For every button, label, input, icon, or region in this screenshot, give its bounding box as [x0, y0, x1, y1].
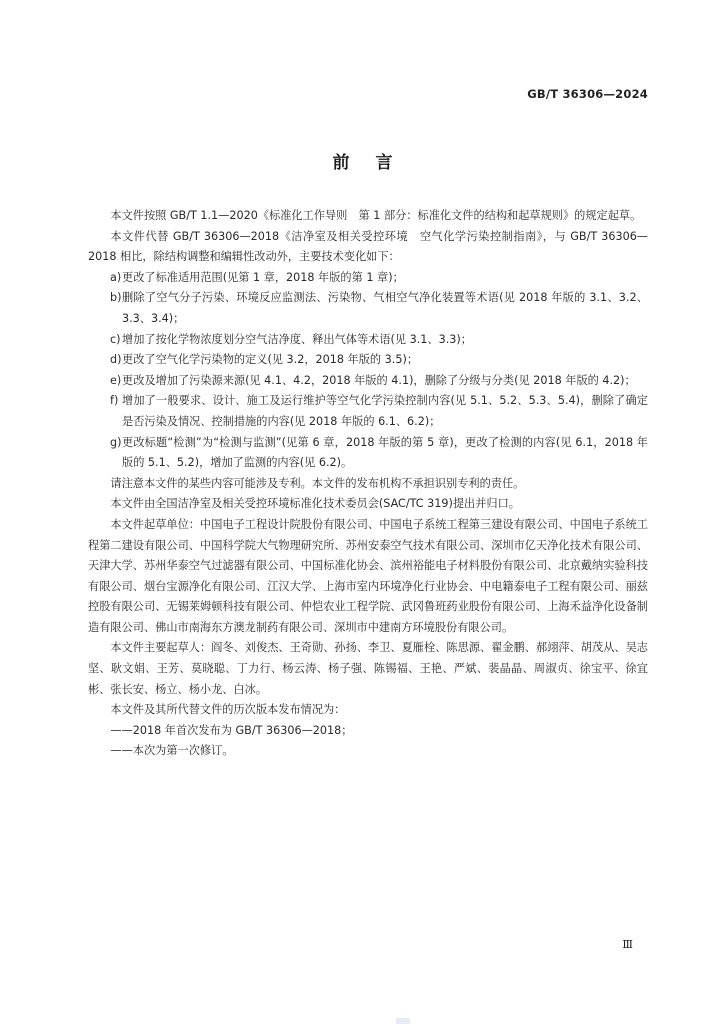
committee-paragraph: 本文件由全国洁净室及相关受控环境标准化技术委员会(SAC/TC 319)提出并归口。 [110, 497, 520, 511]
list-marker: b) [110, 291, 122, 305]
foreword-body [88, 206, 648, 762]
page-number: Ⅲ [622, 938, 633, 951]
replacement-paragraph: 本文件代替 GB/T 36306—2018《洁净室及相关受控环境 空气化学污染控制指南》，与 GB/T 36306—2018 相比，除结构调整和编辑性改动外，主要技术变化如下： [88, 229, 648, 264]
list-item [88, 371, 648, 392]
patent-notice-paragraph: 请注意本文件的某些内容可能涉及专利。本文件的发布机构不承担识别专利的责任。 [110, 476, 525, 490]
list-marker: e) [110, 373, 122, 387]
list-marker: c) [110, 332, 121, 346]
list-item [88, 268, 648, 289]
list-marker: f) [110, 394, 119, 408]
list-item-text: 增加了一般要求、设计、施工及运行维护等空气化学污染控制内容(见 5.1、5.2、5.3、5.4)，删除了确定是否污染及情况、控制措施的内容(见 2018 年版的 6.1、6.2)； [122, 394, 648, 428]
list-item [88, 433, 648, 474]
history-item: ——本次为第一次修订。 [110, 744, 234, 758]
drafting-rules-paragraph: 本文件按照 GB/T 1.1—2020《标准化工作导则 第 1 部分：标准化文件的结构和起草规则》的规定起草。 [110, 209, 642, 222]
history-intro-paragraph: 本文件及其所代替文件的历次版本发布情况为： [110, 703, 346, 717]
list-item-text: 更改及增加了污染源来源(见 4.1、4.2，2018 年版的 4.1)，删除了分级与分类(见 2018 年版的 4.2)； [122, 373, 636, 387]
list-item-text: 增加了按化学物浓度划分空气洁净度、释出气体等术语(见 3.1、3.3)； [122, 332, 472, 346]
list-marker: d) [110, 353, 122, 367]
list-item [88, 391, 648, 432]
list-item [88, 288, 648, 329]
list-item-text: 更改了标准适用范围(见第 1 章，2018 年版的第 1 章)； [122, 270, 404, 284]
changes-list [88, 268, 648, 474]
list-marker: a) [110, 270, 122, 284]
list-item-text: 删除了空气分子污染、环境反应监测法、污染物、气相空气净化装置等术语(见 2018 年版的 3.1、3.2、3.3、3.4)； [122, 291, 648, 325]
standard-number: GB/T 36306—2024 [527, 87, 648, 101]
drafters-paragraph: 本文件主要起草人：阎冬、刘俊杰、王奇勋、孙扬、李卫、夏雁栓、陈思源、翟金鹏、郝翊萍、胡茂从、吴志坚、耿文娟、王芳、莫晓聪、丁力行、杨云涛、杨子强、陈锡福、王艳、严斌、裴晶晶、周淑贞、徐宝平、徐宜彬、张长安、杨立、杨小龙、白冰。 [88, 641, 648, 696]
drafting-units-paragraph: 本文件起草单位：中国电子工程设计院股份有限公司、中国电子系统工程第三建设有限公司、中国电子系统工程第二建设有限公司、中国科学院大气物理研究所、苏州安泰空气技术有限公司、深圳市亿天净化技术有限公司、天津大学、苏州华泰空气过滤器有限公司、中国标准化协会、滨州裕能电子材料股份有限公司、北京戴纳实验科技有限公司、烟台宝源净化有限公司、江汉大学、上海市室内环境净化行业协会、中电籍泰电子工程有限公司、丽兹控股有限公司、无锡莱姆顿科技有限公司、仲恺农业工程学院、武冈鲁班药业股份有限公司、上海禾益净化设备制造有限公司、佛山市南海东方澳龙制药有限公司、深圳市中建南方环境股份有限公司。 [88, 517, 648, 634]
list-marker: g) [110, 435, 122, 449]
list-item-text: 更改标题“检测”为“检测与监测”(见第 6 章，2018 年版的第 5 章)，更改了检测的内容(见 6.1，2018 年版的 5.1、5.2)，增加了监测的内容(见 6.2)。 [122, 435, 648, 470]
page-title: 前言 [332, 153, 419, 173]
scan-artifact [396, 1018, 410, 1024]
history-item: ——2018 年首次发布为 GB/T 36306—2018； [110, 723, 353, 737]
list-item-text: 更改了空气化学污染物的定义(见 3.2，2018 年版的 3.5)； [122, 353, 419, 367]
list-item [88, 350, 648, 371]
list-item [88, 330, 648, 351]
